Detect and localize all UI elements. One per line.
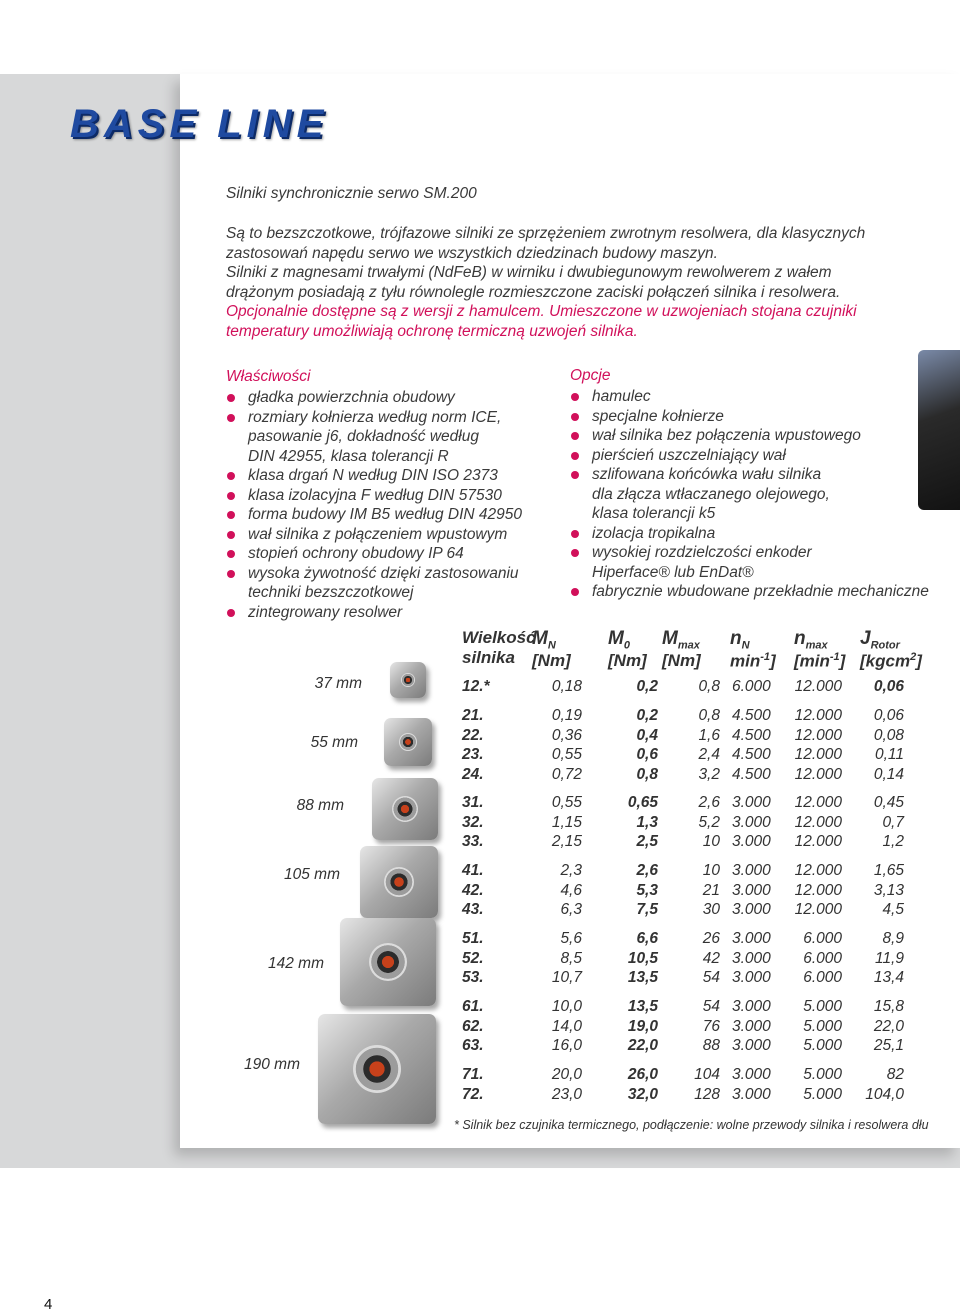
table-cell: 12.000 <box>794 707 842 724</box>
options-item-text: pierścień uszczelniający wał <box>592 446 786 464</box>
table-cell: 1,6 <box>698 726 720 744</box>
table-cell: 5.000 <box>803 1066 842 1083</box>
table-cell: 54 <box>702 998 720 1015</box>
motor-image-88mm <box>372 778 438 840</box>
options-item <box>570 582 929 602</box>
table-cell: 15,8 <box>873 998 904 1015</box>
table-cell: 3.000 <box>732 813 771 831</box>
table-cell: 2,5 <box>636 833 658 850</box>
table-cell: 7,5 <box>636 901 658 918</box>
options-item-text: fabrycznie wbudowane przekładnie mechaniczne <box>592 583 929 600</box>
table-cell: 0,72 <box>551 765 582 783</box>
table-cell: 128 <box>694 1085 720 1103</box>
table-cell: 26 <box>702 930 720 947</box>
col-header-mn: $M_N$ [Nm] <box>532 628 571 671</box>
features-item-text: DIN 42955, klasa tolerancji R <box>248 447 449 465</box>
table-cell: 12.000 <box>794 813 842 831</box>
base-line-logo: BASE LINE <box>70 102 329 146</box>
table-cell: 8,9 <box>882 930 904 947</box>
table-cell: 1,3 <box>636 813 658 831</box>
table-cell: 104,0 <box>865 1085 904 1103</box>
options-item <box>570 543 929 582</box>
table-cell: 0,6 <box>636 746 658 763</box>
options-item <box>570 524 929 544</box>
table-cell: 22. <box>462 726 484 744</box>
table-cell: 0,18 <box>551 678 582 695</box>
motor-image-55mm <box>384 718 432 766</box>
table-cell: 5.000 <box>803 1037 842 1054</box>
table-cell: 0,36 <box>551 726 582 744</box>
intro-line: drążonym posiadają z tyłu równolegle rozmieszczone zaciski połączeń silnika i resolwera. <box>226 283 841 301</box>
table-cell: 53. <box>462 969 484 986</box>
features-item-text: klasa izolacyjna F według DIN 57530 <box>248 486 502 504</box>
motor-image-142mm <box>340 918 436 1006</box>
features-item-text: wysoka żywotność dzięki zastosowaniu <box>248 564 519 582</box>
features-item-text: pasowanie j6, dokładność według <box>248 428 479 445</box>
size-label: 55 mm <box>310 734 358 751</box>
col-header-size: Wielkość silnika <box>462 628 536 667</box>
table-cell: 26,0 <box>627 1066 658 1083</box>
table-cell: 0,08 <box>873 726 904 744</box>
options-item-text: wał silnika bez połączenia wpustowego <box>592 427 861 444</box>
table-cell: 6,3 <box>560 901 582 918</box>
table-cell: 3.000 <box>732 998 771 1015</box>
table-cell: 0,06 <box>873 678 904 695</box>
table-cell: 4,5 <box>882 901 904 918</box>
table-cell: 23,0 <box>551 1085 582 1103</box>
top-margin <box>0 0 960 74</box>
options-item <box>570 465 929 524</box>
table-cell: 4.500 <box>732 707 771 724</box>
intro-line: temperatury umożliwiają ochronę termiczną uzwojeń silnika. <box>226 322 638 340</box>
page-number: 4 <box>44 1296 53 1313</box>
table-cell: 11,9 <box>874 949 904 967</box>
table-cell: 32,0 <box>627 1085 658 1103</box>
table-cell: 10 <box>702 833 720 850</box>
options-item-text: Hiperface® lub EnDat® <box>592 563 754 581</box>
table-cell: 104 <box>694 1066 720 1083</box>
bullet-icon <box>227 511 235 519</box>
table-cell: 63. <box>462 1037 484 1054</box>
table-cell: 0,2 <box>636 678 658 695</box>
bullet-icon <box>571 452 579 460</box>
motor-image-190mm <box>318 1014 436 1124</box>
col-header-j: $J_{Rotor}$ [kgcm$^2$] <box>860 628 922 672</box>
table-cell: 4.500 <box>732 765 771 783</box>
bullet-icon <box>571 588 579 596</box>
table-cell: 0,55 <box>551 746 582 763</box>
table-cell: 1,65 <box>873 862 904 879</box>
options-item <box>570 446 929 466</box>
table-cell: 71. <box>462 1066 484 1083</box>
table-cell: 42. <box>462 881 484 899</box>
bullet-icon <box>227 492 235 500</box>
table-cell: 5.000 <box>803 1085 842 1103</box>
table-cell: 5,3 <box>636 881 658 899</box>
table-cell: 10,7 <box>551 969 582 986</box>
features-item-text: stopień ochrony obudowy IP 64 <box>248 545 464 562</box>
table-cell: 0,14 <box>873 765 904 783</box>
table-cell: 5.000 <box>803 1017 842 1035</box>
table-cell: 22,0 <box>873 1017 904 1035</box>
table-cell: 12.000 <box>794 862 842 879</box>
features-item <box>226 466 522 486</box>
footnote: * Silnik bez czujnika termicznego, podłączenie: wolne przewody silnika i resolwera dłu <box>454 1118 929 1132</box>
features-item-text: techniki bezszczotkowej <box>248 584 414 601</box>
table-cell: 23. <box>462 746 484 763</box>
table-cell: 12.000 <box>794 833 842 850</box>
table-cell: 2,6 <box>698 794 720 811</box>
table-cell: 21. <box>462 707 484 724</box>
features-item <box>226 505 522 525</box>
table-cell: 2,3 <box>560 862 582 879</box>
table-cell: 20,0 <box>551 1066 582 1083</box>
size-label: 88 mm <box>296 797 344 814</box>
table-cell: 3.000 <box>732 1066 771 1083</box>
table-cell: 2,15 <box>551 833 582 850</box>
features-item <box>226 544 522 564</box>
features-item <box>226 388 522 408</box>
table-cell: 0,19 <box>551 707 582 724</box>
table-cell: 6.000 <box>803 949 842 967</box>
intro-line: zastosowań napędu serwo we wszystkich dziedzinach budowy maszyn. <box>226 244 718 262</box>
table-cell: 3.000 <box>732 1017 771 1035</box>
table-cell: 13,5 <box>627 998 658 1015</box>
intro-line: Opcjonalnie dostępne są z wersji z hamulcem. Umieszczone w uzwojeniach stojana czujniki <box>226 303 857 320</box>
features-item-text: klasa drgań N według DIN ISO 2373 <box>248 467 498 484</box>
options-item-text: specjalne kołnierze <box>592 407 724 425</box>
table-cell: 12.000 <box>794 881 842 899</box>
features-list <box>226 388 522 622</box>
motor-image-37mm <box>390 662 426 698</box>
table-cell: 3.000 <box>732 969 771 986</box>
table-cell: 0,45 <box>873 794 904 811</box>
table-cell: 32. <box>462 813 484 831</box>
motor-image-105mm <box>360 846 438 918</box>
table-cell: 12.000 <box>794 901 842 918</box>
table-cell: 3.000 <box>732 862 771 879</box>
table-cell: 0,8 <box>698 707 720 724</box>
bullet-icon <box>227 472 235 480</box>
intro-line: Są to bezszczotkowe, trójfazowe silniki ze sprzężeniem zwrotnym resolwera, dla klasycznych <box>226 225 866 242</box>
table-cell: 43. <box>462 901 484 918</box>
bullet-icon <box>227 531 235 539</box>
table-cell: 3.000 <box>732 930 771 947</box>
table-cell: 76 <box>702 1017 720 1035</box>
table-cell: 4.500 <box>732 726 771 744</box>
table-cell: 24. <box>462 765 484 783</box>
options-item-text: wysokiej rozdzielczości enkoder <box>592 544 812 561</box>
table-cell: 1,2 <box>882 833 904 850</box>
size-label: 190 mm <box>244 1056 300 1073</box>
bullet-icon <box>571 413 579 421</box>
table-cell: 0,8 <box>698 678 720 695</box>
bullet-icon <box>227 414 235 422</box>
size-label: 37 mm <box>314 675 362 692</box>
table-cell: 10,5 <box>627 949 658 967</box>
features-item-text: forma budowy IM B5 według DIN 42950 <box>248 506 522 523</box>
options-list <box>570 387 929 602</box>
intro-paragraph <box>226 224 926 341</box>
table-cell: 3.000 <box>732 794 771 811</box>
table-cell: 14,0 <box>551 1017 582 1035</box>
table-cell: 3,13 <box>873 881 904 899</box>
table-cell: 30 <box>702 901 720 918</box>
features-item <box>226 486 522 506</box>
bullet-icon <box>571 471 579 479</box>
features-item-text: rozmiary kołnierza według norm ICE, <box>248 408 502 426</box>
table-cell: 42 <box>702 949 720 967</box>
col-header-nmax: $n_{max}$ $[\min^{-1}]$ <box>794 628 846 672</box>
table-cell: 3.000 <box>732 833 771 850</box>
table-cell: 13,5 <box>627 969 658 986</box>
features-item <box>226 564 522 603</box>
table-cell: 3.000 <box>732 881 771 899</box>
features-heading: Właściwości <box>226 368 311 385</box>
size-label: 142 mm <box>268 955 324 972</box>
table-cell: 2,6 <box>636 862 658 879</box>
table-cell: 0,55 <box>551 794 582 811</box>
table-cell: 3.000 <box>732 1085 771 1103</box>
table-cell: 8,5 <box>560 949 582 967</box>
table-cell: 12.* <box>462 678 490 695</box>
table-cell: 0,2 <box>636 707 658 724</box>
features-item-text: zintegrowany resolwer <box>248 603 403 621</box>
bullet-icon <box>227 609 235 617</box>
table-cell: 6.000 <box>803 930 842 947</box>
intro-line: Silniki z magnesami trwałymi (NdFeB) w wirniku i dwubiegunowym rewolwerem z wałem <box>226 264 832 281</box>
table-cell: 5,2 <box>698 813 720 831</box>
table-cell: 0,06 <box>873 707 904 724</box>
bullet-icon <box>227 394 235 402</box>
options-item <box>570 387 929 407</box>
table-cell: 5,6 <box>560 930 582 947</box>
table-cell: 62. <box>462 1017 484 1035</box>
table-cell: 6.000 <box>732 678 771 695</box>
table-cell: 0,65 <box>627 794 658 811</box>
size-label: 105 mm <box>284 866 340 883</box>
table-cell: 3.000 <box>732 1037 771 1054</box>
table-cell: 3,2 <box>698 765 720 783</box>
table-cell: 12.000 <box>794 765 842 783</box>
table-cell: 10 <box>702 862 720 879</box>
table-cell: 2,4 <box>698 746 720 763</box>
bullet-icon <box>571 432 579 440</box>
table-cell: 72. <box>462 1085 484 1103</box>
bullet-icon <box>571 530 579 538</box>
features-item <box>226 408 522 467</box>
table-cell: 6.000 <box>803 969 842 986</box>
table-cell: 0,8 <box>636 765 658 783</box>
table-cell: 33. <box>462 833 484 850</box>
options-heading: Opcje <box>570 367 611 384</box>
table-cell: 0,11 <box>874 746 904 763</box>
features-item-text: wał silnika z połączeniem wpustowym <box>248 525 508 543</box>
motor-product-photo <box>918 350 960 510</box>
specs-table <box>462 628 960 1108</box>
table-cell: 10,0 <box>551 998 582 1015</box>
table-cell: 41. <box>462 862 484 879</box>
table-cell: 12.000 <box>794 678 842 695</box>
col-header-mmax: $M_{max}$ [Nm] <box>662 628 701 671</box>
features-item <box>226 525 522 545</box>
table-cell: 12.000 <box>794 746 842 763</box>
options-item-text: izolacja tropikalna <box>592 524 716 542</box>
page-title: Silniki synchronicznie serwo SM.200 <box>226 185 477 202</box>
col-header-nn: $n_N$ $\min^{-1}$] <box>730 628 776 672</box>
table-cell: 54 <box>702 969 720 986</box>
bullet-icon <box>227 550 235 558</box>
table-cell: 12.000 <box>794 726 842 744</box>
table-cell: 19,0 <box>627 1017 658 1035</box>
col-header-m0: $M_0$ [Nm] <box>608 628 647 671</box>
table-cell: 5.000 <box>803 998 842 1015</box>
table-cell: 21 <box>702 881 720 899</box>
table-cell: 13,4 <box>873 969 904 986</box>
table-cell: 16,0 <box>551 1037 582 1054</box>
features-item <box>226 603 522 623</box>
options-item-text: szlifowana końcówka wału silnika <box>592 466 822 483</box>
table-cell: 88 <box>702 1037 720 1054</box>
bullet-icon <box>571 549 579 557</box>
table-cell: 52. <box>462 949 484 967</box>
table-cell: 22,0 <box>627 1037 658 1054</box>
bullet-icon <box>571 393 579 401</box>
table-cell: 3.000 <box>732 949 771 967</box>
table-cell: 6,6 <box>636 930 658 947</box>
table-cell: 31. <box>462 794 484 811</box>
table-cell: 0,4 <box>636 726 658 744</box>
table-cell: 4.500 <box>732 746 771 763</box>
table-cell: 51. <box>462 930 484 947</box>
options-item-text: hamulec <box>592 388 651 405</box>
options-item-text: dla złącza wtłaczanego olejowego, <box>592 485 830 503</box>
bullet-icon <box>227 570 235 578</box>
table-cell: 4,6 <box>560 881 582 899</box>
table-cell: 82 <box>886 1066 904 1083</box>
table-cell: 1,15 <box>551 813 582 831</box>
options-item <box>570 407 929 427</box>
options-item-text: klasa tolerancji k5 <box>592 505 716 522</box>
table-cell: 61. <box>462 998 484 1015</box>
table-cell: 12.000 <box>794 794 842 811</box>
table-cell: 3.000 <box>732 901 771 918</box>
features-item-text: gładka powierzchnia obudowy <box>248 389 455 406</box>
options-item <box>570 426 929 446</box>
table-cell: 25,1 <box>873 1037 904 1054</box>
table-cell: 0,7 <box>882 813 904 831</box>
